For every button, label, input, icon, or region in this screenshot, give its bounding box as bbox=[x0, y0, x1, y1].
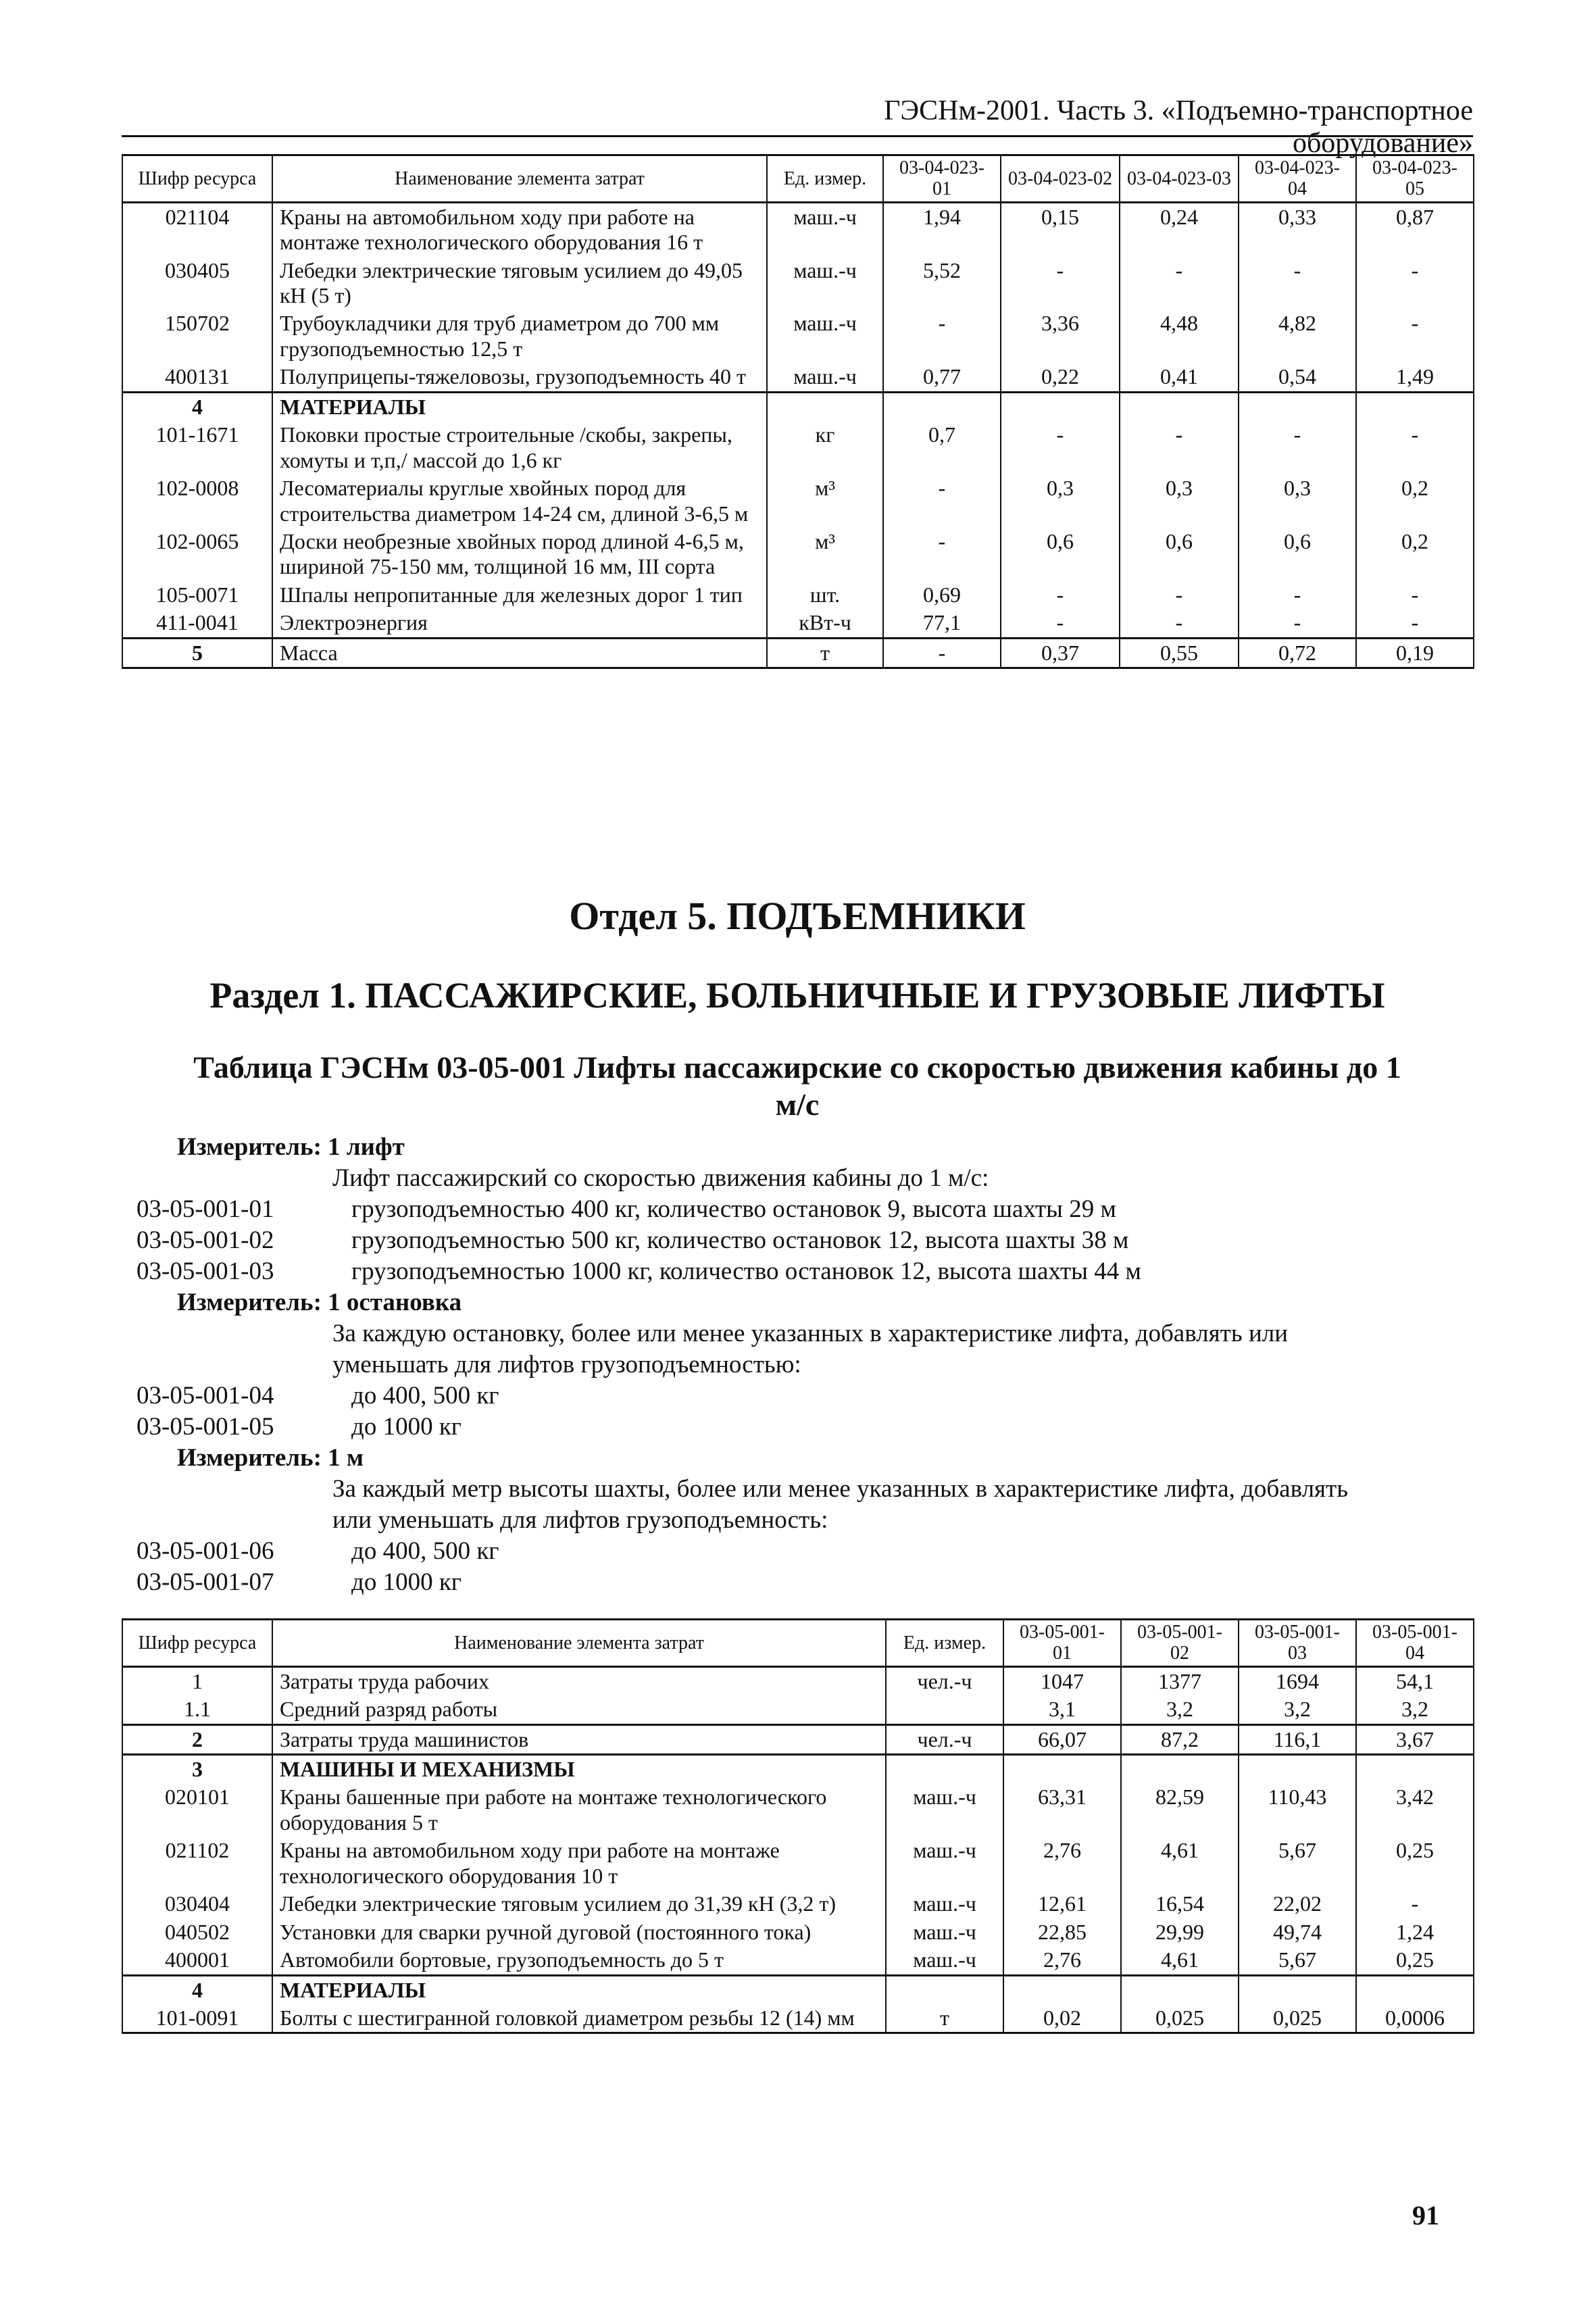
norm-description: до 400, 500 кг bbox=[351, 1537, 499, 1565]
header-col: 03-04-023-04 bbox=[1239, 155, 1356, 203]
cell-value: 3,67 bbox=[1356, 1724, 1474, 1754]
cell-unit bbox=[886, 1975, 1003, 2004]
cell-name: Краны на автомобильном ходу при работе на монтаже технологического оборудования 16 т bbox=[272, 202, 767, 256]
cell-unit: кг bbox=[767, 421, 883, 474]
table-row bbox=[122, 609, 1474, 638]
cell-value: 3,1 bbox=[1003, 1695, 1121, 1724]
cell-code: 400001 bbox=[122, 1946, 272, 1975]
cell-value: 77,1 bbox=[883, 609, 1001, 638]
table-row bbox=[122, 474, 1474, 528]
cell-code: 020101 bbox=[122, 1783, 272, 1837]
cell-name: Автомобили бортовые, грузоподъемность до 5 т bbox=[272, 1946, 886, 1975]
table-row bbox=[122, 1695, 1474, 1724]
running-header: ГЭСНм-2001. Часть 3. «Подъемно-транспортное оборудование» bbox=[884, 95, 1473, 159]
header-name: Наименование элемента затрат bbox=[272, 1620, 886, 1667]
norm-description: до 1000 кг bbox=[351, 1413, 462, 1441]
cell-code: 030404 bbox=[122, 1890, 272, 1918]
cell-value: 0,24 bbox=[1120, 202, 1239, 256]
cell-value: 49,74 bbox=[1239, 1918, 1356, 1946]
cell-value: 1,94 bbox=[883, 202, 1001, 256]
cell-name: Масса bbox=[272, 638, 767, 668]
cell-code: 3 bbox=[122, 1755, 272, 1784]
cell-value: - bbox=[1356, 421, 1474, 474]
table-row bbox=[122, 1918, 1474, 1946]
norm-description: до 400, 500 кг bbox=[351, 1382, 499, 1410]
cell-name: Краны на автомобильном ходу при работе на монтаже технологического оборудования 10 т bbox=[272, 1837, 886, 1890]
cell-code: 5 bbox=[122, 638, 272, 668]
cell-value: 3,2 bbox=[1356, 1695, 1474, 1724]
cell-value: - bbox=[1120, 609, 1239, 638]
header-col: 03-04-023-01 bbox=[883, 155, 1001, 203]
cell-unit: маш.-ч bbox=[886, 1890, 1003, 1918]
meter-label: Измеритель: 1 остановка bbox=[177, 1289, 462, 1316]
cell-value: 0,87 bbox=[1356, 202, 1474, 256]
norm-description: грузоподъемностью 1000 кг, количество остановок 12, высота шахты 44 м bbox=[351, 1258, 1141, 1285]
cell-value: 66,07 bbox=[1003, 1724, 1121, 1754]
cell-value: 0,72 bbox=[1239, 638, 1356, 668]
cell-value: - bbox=[1120, 257, 1239, 310]
cell-value: 0,41 bbox=[1120, 363, 1239, 392]
cell-value: - bbox=[1120, 581, 1239, 609]
cell-value: 0,6 bbox=[1001, 528, 1120, 581]
cell-name: Болты с шестигранной головкой диаметром резьбы 12 (14) мм bbox=[272, 2004, 886, 2033]
cell-unit: м³ bbox=[767, 528, 883, 581]
cell-value bbox=[1121, 1755, 1239, 1784]
cell-value: 0,02 bbox=[1003, 2004, 1121, 2033]
table-group-row bbox=[122, 392, 1474, 421]
cell-value bbox=[1356, 1975, 1474, 2004]
table-title-line: м/с bbox=[775, 1087, 820, 1122]
cell-value bbox=[1356, 392, 1474, 421]
cell-value: 2,76 bbox=[1003, 1946, 1121, 1975]
norm-code: 03-05-001-01 bbox=[136, 1195, 274, 1223]
norm-code: 03-05-001-03 bbox=[136, 1258, 274, 1285]
cell-name: Лебедки электрические тяговым усилием до 31,39 кН (3,2 т) bbox=[272, 1890, 886, 1918]
table-row bbox=[122, 1890, 1474, 1918]
cell-value bbox=[1121, 1975, 1239, 2004]
cell-value: 16,54 bbox=[1121, 1890, 1239, 1918]
cell-value bbox=[1356, 1755, 1474, 1784]
cell-unit: маш.-ч bbox=[767, 202, 883, 256]
cell-unit bbox=[886, 1695, 1003, 1724]
cell-value: 0,6 bbox=[1120, 528, 1239, 581]
table-group-row bbox=[122, 1755, 1474, 1784]
cell-unit: маш.-ч bbox=[886, 1837, 1003, 1890]
cell-value: - bbox=[883, 638, 1001, 668]
cell-value: 0,6 bbox=[1239, 528, 1356, 581]
cell-value: 0,22 bbox=[1001, 363, 1120, 392]
cell-unit: маш.-ч bbox=[886, 1918, 1003, 1946]
cell-value: 0,19 bbox=[1356, 638, 1474, 668]
cell-value: 4,61 bbox=[1121, 1946, 1239, 1975]
department-heading: Отдел 5. ПОДЪЕМНИКИ bbox=[569, 894, 1026, 938]
table-row bbox=[122, 1837, 1474, 1890]
cell-value bbox=[1001, 392, 1120, 421]
header-code: Шифр ресурса bbox=[122, 1620, 272, 1667]
norm-description: грузоподъемностью 500 кг, количество остановок 12, высота шахты 38 м bbox=[351, 1226, 1129, 1254]
table-row bbox=[122, 528, 1474, 581]
table-row bbox=[122, 421, 1474, 474]
table1-header-row bbox=[122, 155, 1474, 203]
cell-value: - bbox=[1001, 581, 1120, 609]
cell-unit bbox=[886, 1755, 1003, 1784]
cell-code: 102-0008 bbox=[122, 474, 272, 528]
cell-value: - bbox=[1356, 609, 1474, 638]
cell-value: 0,25 bbox=[1356, 1837, 1474, 1890]
cell-value: 4,48 bbox=[1120, 309, 1239, 363]
table-row bbox=[122, 2004, 1474, 2033]
header-col: 03-05-001-04 bbox=[1356, 1620, 1474, 1667]
page-number: 91 bbox=[1412, 2200, 1439, 2231]
cell-code: 4 bbox=[122, 1975, 272, 2004]
cell-value bbox=[1120, 392, 1239, 421]
cell-value bbox=[1003, 1975, 1121, 2004]
cell-value: 3,2 bbox=[1121, 1695, 1239, 1724]
table-title bbox=[135, 1049, 1460, 1123]
cell-value: - bbox=[1239, 257, 1356, 310]
cell-unit bbox=[767, 392, 883, 421]
header-code: Шифр ресурса bbox=[122, 155, 272, 203]
meter-label: Измеритель: 1 лифт bbox=[177, 1133, 405, 1161]
norm-code: 03-05-001-05 bbox=[136, 1413, 274, 1441]
cell-value: - bbox=[883, 474, 1001, 528]
cell-name: Электроэнергия bbox=[272, 609, 767, 638]
cell-value: - bbox=[1239, 609, 1356, 638]
cell-value: 0,025 bbox=[1121, 2004, 1239, 2033]
cell-value: 0,54 bbox=[1239, 363, 1356, 392]
cell-value: 116,1 bbox=[1239, 1724, 1356, 1754]
cell-unit: чел.-ч bbox=[886, 1724, 1003, 1754]
table2-body bbox=[122, 1620, 1474, 2033]
cell-value bbox=[1239, 392, 1356, 421]
cell-value: 0,2 bbox=[1356, 528, 1474, 581]
cell-code: 4 bbox=[122, 392, 272, 421]
cell-value: 63,31 bbox=[1003, 1783, 1121, 1837]
cell-value: - bbox=[1356, 257, 1474, 310]
meter-intro: уменьшать для лифтов грузоподъемностью: bbox=[332, 1351, 801, 1378]
table-row bbox=[122, 581, 1474, 609]
cell-code: 105-0071 bbox=[122, 581, 272, 609]
cell-value: 3,42 bbox=[1356, 1783, 1474, 1837]
cell-value: 0,2 bbox=[1356, 474, 1474, 528]
header-col: 03-05-001-03 bbox=[1239, 1620, 1356, 1667]
cell-code: 1.1 bbox=[122, 1695, 272, 1724]
cell-value: - bbox=[1120, 421, 1239, 474]
cell-value: 0,3 bbox=[1120, 474, 1239, 528]
table-row bbox=[122, 257, 1474, 310]
cell-value: 5,52 bbox=[883, 257, 1001, 310]
cell-value: 29,99 bbox=[1121, 1918, 1239, 1946]
cell-value: - bbox=[1356, 1890, 1474, 1918]
table-row bbox=[122, 1946, 1474, 1975]
header-col: 03-04-023-02 bbox=[1001, 155, 1120, 203]
cell-value: - bbox=[1239, 421, 1356, 474]
cell-value: 0,3 bbox=[1239, 474, 1356, 528]
meter-intro: За каждый метр высоты шахты, более или менее указанных в характеристике лифта, добавлять bbox=[332, 1475, 1349, 1503]
header-col: 03-05-001-02 bbox=[1121, 1620, 1239, 1667]
cell-name: Доски необрезные хвойных пород длиной 4-6,5 м, шириной 75-150 мм, толщиной 16 мм, III сорта bbox=[272, 528, 767, 581]
cell-value: 0,0006 bbox=[1356, 2004, 1474, 2033]
header-name: Наименование элемента затрат bbox=[272, 155, 767, 203]
cell-name: Средний разряд работы bbox=[272, 1695, 886, 1724]
cell-value bbox=[1239, 1975, 1356, 2004]
header-unit: Ед. измер. bbox=[767, 155, 883, 203]
table-row bbox=[122, 1666, 1474, 1695]
norm-code: 03-05-001-07 bbox=[136, 1568, 274, 1596]
resources-table-03-05-001 bbox=[122, 1618, 1474, 2034]
cell-value: - bbox=[1001, 609, 1120, 638]
cell-code: 400131 bbox=[122, 363, 272, 392]
cell-value: - bbox=[1356, 309, 1474, 363]
cell-value bbox=[1239, 1755, 1356, 1784]
cell-value: - bbox=[1239, 581, 1356, 609]
cell-unit: т bbox=[886, 2004, 1003, 2033]
cell-unit: маш.-ч bbox=[767, 257, 883, 310]
meter-label: Измеритель: 1 м bbox=[177, 1444, 364, 1472]
table-row bbox=[122, 363, 1474, 392]
cell-name: Затраты труда машинистов bbox=[272, 1724, 886, 1754]
cell-name: Полуприцепы-тяжеловозы, грузоподъемность 40 т bbox=[272, 363, 767, 392]
cell-value: 22,85 bbox=[1003, 1918, 1121, 1946]
cell-value bbox=[1003, 1755, 1121, 1784]
cell-value bbox=[883, 392, 1001, 421]
cell-value: 82,59 bbox=[1121, 1783, 1239, 1837]
cell-value: 0,025 bbox=[1239, 2004, 1356, 2033]
cell-value: - bbox=[883, 528, 1001, 581]
cell-value: 4,82 bbox=[1239, 309, 1356, 363]
cell-code: 021102 bbox=[122, 1837, 272, 1890]
table-row bbox=[122, 309, 1474, 363]
cell-unit: маш.-ч bbox=[886, 1946, 1003, 1975]
cell-unit: кВт-ч bbox=[767, 609, 883, 638]
norm-description: грузоподъемностью 400 кг, количество остановок 9, высота шахты 29 м bbox=[351, 1195, 1116, 1223]
cell-name: Поковки простые строительные /скобы, закрепы, хомуты и т,п,/ массой до 1,6 кг bbox=[272, 421, 767, 474]
cell-code: 150702 bbox=[122, 309, 272, 363]
cell-name: Краны башенные при работе на монтаже технологического оборудования 5 т bbox=[272, 1783, 886, 1837]
cell-value: 0,7 bbox=[883, 421, 1001, 474]
table-row bbox=[122, 202, 1474, 256]
meter-intro: Лифт пассажирский со скоростью движения кабины до 1 м/с: bbox=[332, 1164, 989, 1192]
cell-value: 12,61 bbox=[1003, 1890, 1121, 1918]
cell-unit: м³ bbox=[767, 474, 883, 528]
cell-value: 1694 bbox=[1239, 1666, 1356, 1695]
cell-name: МАШИНЫ И МЕХАНИЗМЫ bbox=[272, 1755, 886, 1784]
cell-name: Установки для сварки ручной дуговой (постоянного тока) bbox=[272, 1918, 886, 1946]
cell-value: - bbox=[1001, 257, 1120, 310]
cell-value: 1,49 bbox=[1356, 363, 1474, 392]
cell-name: МАТЕРИАЛЫ bbox=[272, 392, 767, 421]
table-group-row bbox=[122, 1724, 1474, 1754]
table-group-row bbox=[122, 638, 1474, 668]
cell-code: 102-0065 bbox=[122, 528, 272, 581]
cell-value: 110,43 bbox=[1239, 1783, 1356, 1837]
meter-intro: или уменьшать для лифтов грузоподъемность: bbox=[332, 1506, 828, 1534]
cell-value: 87,2 bbox=[1121, 1724, 1239, 1754]
table-group-row bbox=[122, 1975, 1474, 2004]
cell-unit: шт. bbox=[767, 581, 883, 609]
cell-unit: маш.-ч bbox=[767, 363, 883, 392]
norm-code: 03-05-001-02 bbox=[136, 1226, 274, 1254]
cell-value: 3,36 bbox=[1001, 309, 1120, 363]
cell-code: 021104 bbox=[122, 202, 272, 256]
cell-value: 4,61 bbox=[1121, 1837, 1239, 1890]
cell-unit: чел.-ч bbox=[886, 1666, 1003, 1695]
cell-value: - bbox=[1001, 421, 1120, 474]
cell-value: - bbox=[1356, 581, 1474, 609]
header-col: 03-04-023-03 bbox=[1120, 155, 1239, 203]
cell-name: Шпалы непропитанные для железных дорог 1 тип bbox=[272, 581, 767, 609]
cell-unit: маш.-ч bbox=[886, 1783, 1003, 1837]
cell-name: МАТЕРИАЛЫ bbox=[272, 1975, 886, 2004]
cell-value: 0,3 bbox=[1001, 474, 1120, 528]
cell-value: 5,67 bbox=[1239, 1946, 1356, 1975]
cell-code: 101-1671 bbox=[122, 421, 272, 474]
cell-value: 54,1 bbox=[1356, 1666, 1474, 1695]
table2-header-row bbox=[122, 1620, 1474, 1667]
header-col: 03-05-001-01 bbox=[1003, 1620, 1121, 1667]
cell-name: Лебедки электрические тяговым усилием до 49,05 кН (5 т) bbox=[272, 257, 767, 310]
cell-code: 030405 bbox=[122, 257, 272, 310]
cell-code: 040502 bbox=[122, 1918, 272, 1946]
cell-value: - bbox=[883, 309, 1001, 363]
norm-code: 03-05-001-06 bbox=[136, 1537, 274, 1565]
resources-table-03-04-023 bbox=[122, 154, 1474, 669]
cell-value: 0,77 bbox=[883, 363, 1001, 392]
cell-value: 1047 bbox=[1003, 1666, 1121, 1695]
norm-code: 03-05-001-04 bbox=[136, 1382, 274, 1410]
meter-intro: За каждую остановку, более или менее указанных в характеристике лифта, добавлять или bbox=[332, 1320, 1289, 1347]
header-col: 03-04-023-05 bbox=[1356, 155, 1474, 203]
cell-code: 2 bbox=[122, 1724, 272, 1754]
cell-unit: маш.-ч bbox=[767, 309, 883, 363]
cell-value: 0,69 bbox=[883, 581, 1001, 609]
header-unit: Ед. измер. bbox=[886, 1620, 1003, 1667]
cell-value: 0,55 bbox=[1120, 638, 1239, 668]
cell-code: 1 bbox=[122, 1666, 272, 1695]
cell-value: 0,15 bbox=[1001, 202, 1120, 256]
cell-value: 0,25 bbox=[1356, 1946, 1474, 1975]
table-row bbox=[122, 1783, 1474, 1837]
cell-value: 5,67 bbox=[1239, 1837, 1356, 1890]
table1-body bbox=[122, 155, 1474, 668]
cell-name: Лесоматериалы круглые хвойных пород для строительства диаметром 14-24 см, длиной 3-6,5 м bbox=[272, 474, 767, 528]
cell-name: Затраты труда рабочих bbox=[272, 1666, 886, 1695]
cell-code: 101-0091 bbox=[122, 2004, 272, 2033]
cell-value: 0,33 bbox=[1239, 202, 1356, 256]
cell-value: 2,76 bbox=[1003, 1837, 1121, 1890]
table-title-line: Таблица ГЭСНм 03-05-001 Лифты пассажирские со скоростью движения кабины до 1 bbox=[193, 1050, 1401, 1085]
cell-unit: т bbox=[767, 638, 883, 668]
norm-description: до 1000 кг bbox=[351, 1568, 462, 1596]
cell-value: 1377 bbox=[1121, 1666, 1239, 1695]
cell-value: 22,02 bbox=[1239, 1890, 1356, 1918]
cell-value: 3,2 bbox=[1239, 1695, 1356, 1724]
section-heading: Раздел 1. ПАССАЖИРСКИЕ, БОЛЬНИЧНЫЕ И ГРУЗОВЫЕ ЛИФТЫ bbox=[209, 975, 1385, 1016]
cell-code: 411-0041 bbox=[122, 609, 272, 638]
header-rule bbox=[122, 135, 1473, 137]
cell-value: 1,24 bbox=[1356, 1918, 1474, 1946]
cell-value: 0,37 bbox=[1001, 638, 1120, 668]
cell-name: Трубоукладчики для труб диаметром до 700 мм грузоподъемностью 12,5 т bbox=[272, 309, 767, 363]
